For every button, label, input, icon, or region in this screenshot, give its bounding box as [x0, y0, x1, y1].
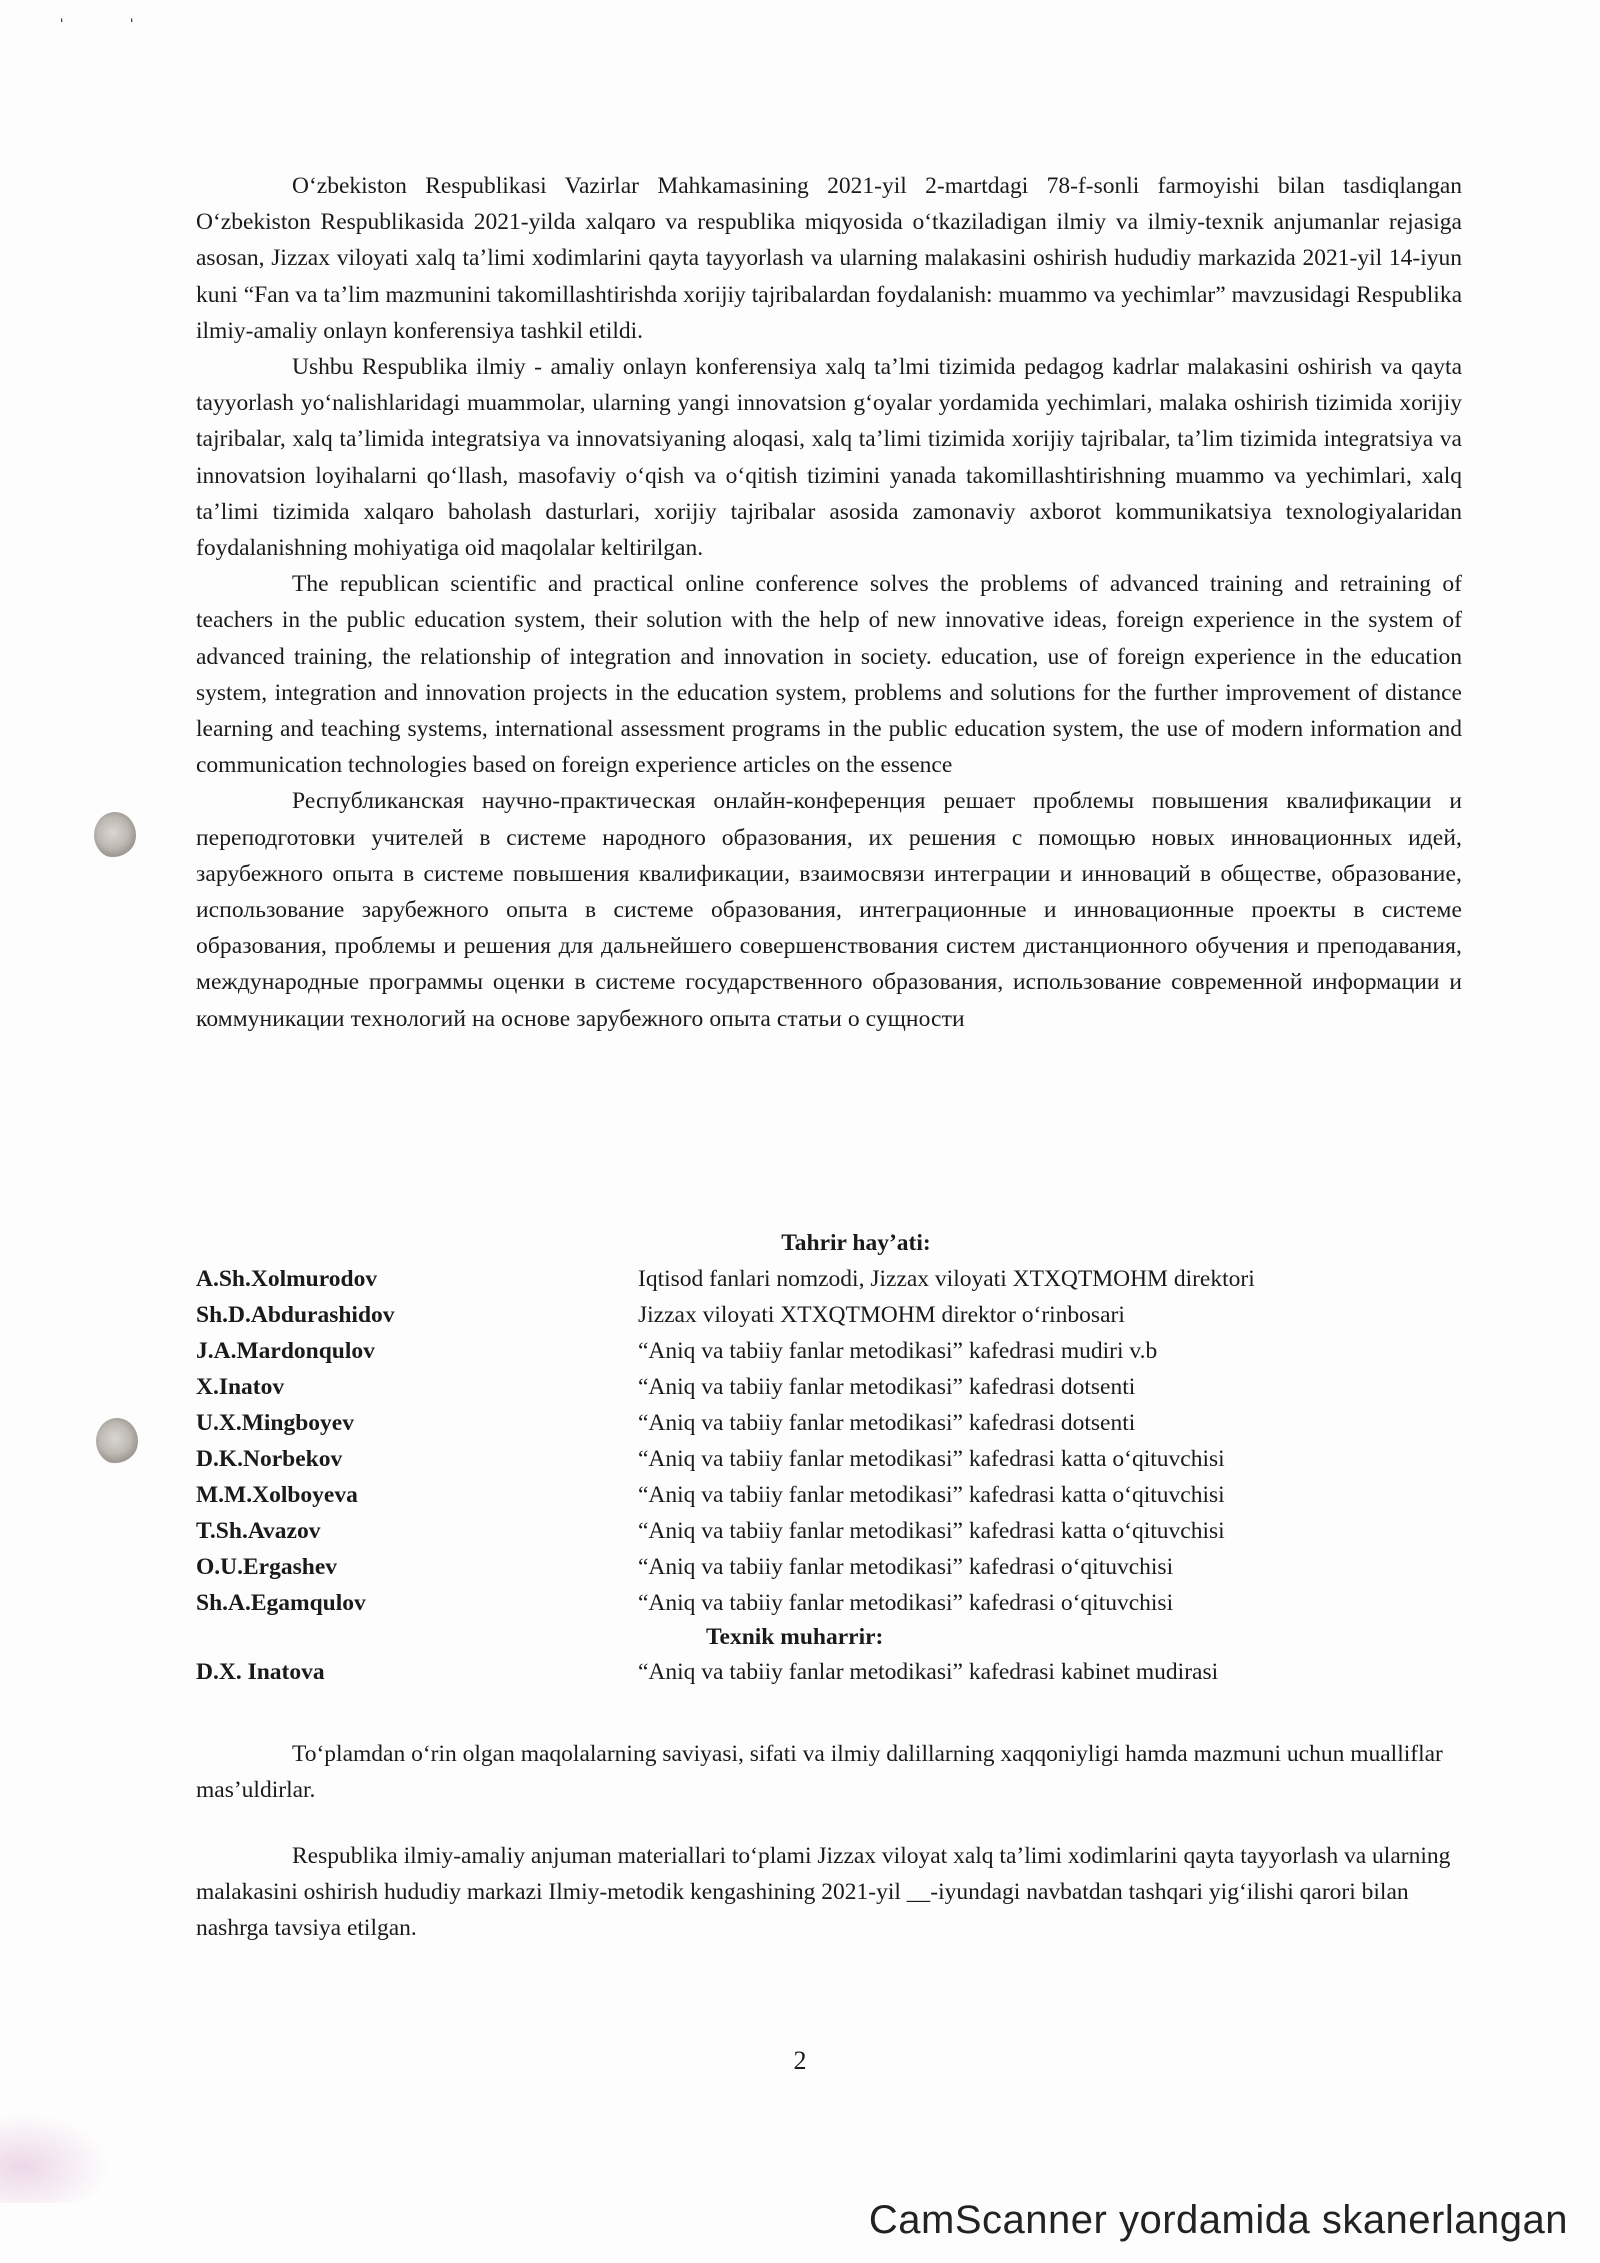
scan-smudge	[0, 2113, 110, 2203]
page-number: 2	[793, 2046, 807, 2075]
publication-text: Respublika ilmiy-amaliy anjuman materiallari to‘plami Jizzax viloyat xalq ta’limi xodimlarini qayta tayyorlash va ularning malakasini oshirish hududiy markazi Ilmiy-metodik kengashining 2021-yil __-iyundagi navbatdan tashqari yig‘ilishi qarori bilan nashrga tavsiya etilgan.	[196, 1843, 1451, 1942]
member-role: “Aniq va tabiiy fanlar metodikasi” kafedrasi dotsenti	[638, 1374, 1136, 1400]
publication-note	[196, 1838, 1462, 1947]
member-name: X.Inatov	[196, 1374, 285, 1400]
member-name: J.A.Mardonqulov	[196, 1338, 375, 1364]
member-role: “Aniq va tabiiy fanlar metodikasi” kafedrasi kabinet mudirasi	[638, 1659, 1219, 1685]
member-role: “Aniq va tabiiy fanlar metodikasi” kafedrasi o‘qituvchisi	[638, 1554, 1174, 1580]
paragraph-uzbek-1: O‘zbekiston Respublikasi Vazirlar Mahkamasining 2021-yil 2-martdagi 78-f-sonli farmoyishi bilan tasdiqlangan O‘zbekiston Respublikasida 2021-yilda xalqaro va respublika miqyosida o‘tkaziladigan ilmiy va ilmiy-texnik anjumanlar rejasiga asosan, Jizzax viloyati xalq ta’limi xodimlarini qayta tayyorlash va ularning malakasini oshirish hududiy markazida 2021-yil 14-iyun kuni “Fan va ta’lim mazmunini takomillashtirishda xorijiy tajribalardan foydalanish: muammo va yechimlar” mavzusidagi Respublika ilmiy-amaliy onlayn konferensiya tashkil etildi.	[196, 173, 1462, 344]
member-role: “Aniq va tabiiy fanlar metodikasi” kafedrasi katta o‘qituvchisi	[638, 1446, 1225, 1472]
editorial-board	[196, 1225, 1462, 1690]
board-member	[196, 1333, 1462, 1369]
punch-hole-bottom	[96, 1418, 138, 1464]
intro-text	[196, 168, 1462, 1037]
member-name: T.Sh.Avazov	[196, 1518, 321, 1544]
responsibility-text: To‘plamdan o‘rin olgan maqolalarning saviyasi, sifati va ilmiy dalillarning xaqqoniyligi hamda mazmuni uchun mualliflar mas’uldirlar.	[196, 1741, 1443, 1804]
scan-artifact-mark: ˈ	[58, 14, 66, 39]
board-member	[196, 1585, 1462, 1621]
member-name: Sh.A.Egamqulov	[196, 1590, 366, 1616]
board-member	[196, 1513, 1462, 1549]
member-role: “Aniq va tabiiy fanlar metodikasi” kafedrasi o‘qituvchisi	[638, 1590, 1174, 1616]
board-member	[196, 1549, 1462, 1585]
member-role: “Aniq va tabiiy fanlar metodikasi” kafedrasi mudiri v.b	[638, 1338, 1158, 1364]
paragraph-russian: Республиканская научно-практическая онлайн-конференция решает проблемы повышения квалификации и переподготовки учителей в системе народного образования, их решения с помощью новых инновационных идей, зарубежного опыта в системе повышения квалификации, взаимосвязи интеграции и инноваций в обществе, образование, использование зарубежного опыта в системе образования, интеграционные и инновационные проекты в системе образования, проблемы и решения для дальнейшего совершенствования систем дистанционного обучения и преподавания, международные программы оценки в системе государственного образования, использование современной информации и коммуникации технологий на основе зарубежного опыта статьи о сущности	[196, 788, 1462, 1032]
member-name: Sh.D.Abdurashidov	[196, 1302, 395, 1328]
tech-editor-heading: Texnik muharrir:	[706, 1624, 884, 1650]
member-role: “Aniq va tabiiy fanlar metodikasi” kafedrasi katta o‘qituvchisi	[638, 1482, 1225, 1508]
member-role: Jizzax viloyati XTXQTMOHM direktor o‘rinbosari	[638, 1302, 1125, 1328]
member-name: A.Sh.Xolmurodov	[196, 1266, 378, 1292]
board-member	[196, 1261, 1462, 1297]
responsibility-note	[196, 1736, 1462, 1808]
scan-artifact-mark: ˈ	[128, 14, 136, 39]
punch-hole-top	[94, 812, 136, 858]
member-role: “Aniq va tabiiy fanlar metodikasi” kafedrasi katta o‘qituvchisi	[638, 1518, 1225, 1544]
board-member	[196, 1405, 1462, 1441]
member-name: D.K.Norbekov	[196, 1446, 343, 1472]
editorial-board-heading: Tahrir hay’ati:	[781, 1230, 931, 1256]
board-member	[196, 1369, 1462, 1405]
paragraph-uzbek-2: Ushbu Respublika ilmiy - amaliy onlayn konferensiya xalq ta’lmi tizimida pedagog kadrlar malakasini oshirish va qayta tayyorlash yo‘nalishlaridagi muammolar, ularning yangi innovatsion g‘oyalar yordamida yechimlari, malaka oshirish tizimida xorijiy tajribalar, xalq ta’limida integratsiya va innovatsiyaning aloqasi, xalq ta’limi tizimida xorijiy tajribalar, ta’lim tizimida integratsiya va innovatsion loyihalarni qo‘llash, masofaviy o‘qish va o‘qitish tizimini yanada takomillashtirishning muammo va yechimlari, xalq ta’limi tizimida xalqaro baholash dasturlari, xorijiy tajribalar asosida zamonaviy axborot kommunikatsiya texnologiyalaridan foydalanishning mohiyatiga oid maqolalar keltirilgan.	[196, 354, 1462, 562]
board-member	[196, 1441, 1462, 1477]
board-member	[196, 1297, 1462, 1333]
member-role: “Aniq va tabiiy fanlar metodikasi” kafedrasi dotsenti	[638, 1410, 1136, 1436]
member-name: U.X.Mingboyev	[196, 1410, 354, 1436]
member-name: M.M.Xolboyeva	[196, 1482, 358, 1508]
tech-editor	[196, 1654, 1462, 1690]
member-name: O.U.Ergashev	[196, 1554, 337, 1580]
board-member	[196, 1477, 1462, 1513]
member-name: D.X. Inatova	[196, 1659, 325, 1685]
camscanner-watermark: CamScanner yordamida skanerlangan	[868, 2198, 1568, 2242]
member-role: Iqtisod fanlari nomzodi, Jizzax viloyati XTXQTMOHM direktori	[638, 1266, 1255, 1292]
paragraph-english: The republican scientific and practical online conference solves the problems of advanced training and retraining of teachers in the public education system, their solution with the help of new innovative ideas, foreign experience in the system of advanced training, the relationship of integration and innovation in society. education, use of foreign experience in the education system, integration and innovation projects in the education system, problems and solutions for the further improvement of distance learning and teaching systems, international assessment programs in the public education system, the use of modern information and communication technologies based on foreign experience articles on the essence	[196, 571, 1462, 779]
